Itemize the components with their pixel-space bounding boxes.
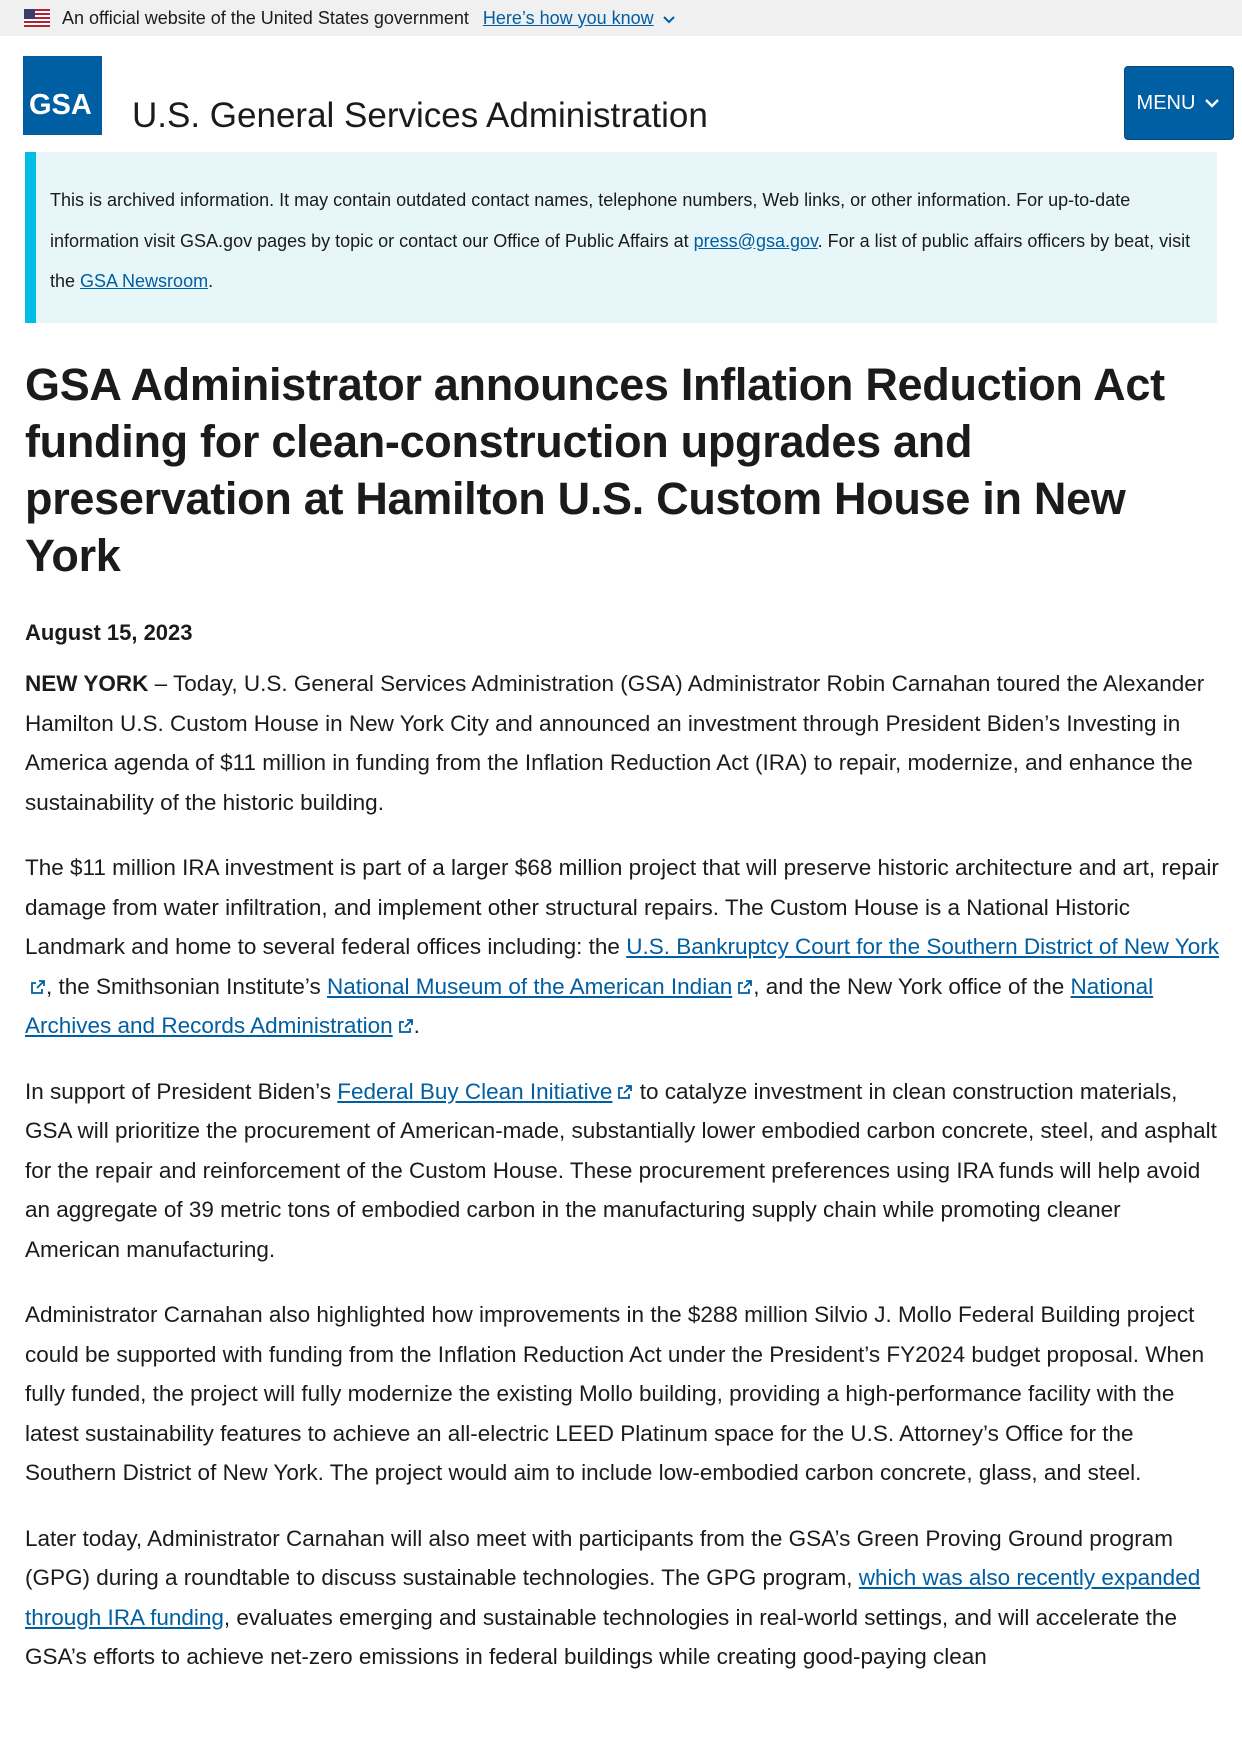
alert-text-1: This is archived information. It may contain outdated contact names, telephone numbers, Web links, or other information. For up-to-date information visit GSA.gov pages by topic or contact our Office of Public Affairs at: [50, 190, 1131, 251]
heres-how-you-know-link[interactable]: [483, 8, 676, 29]
bankruptcy-court-label[interactable]: U.S. Bankruptcy Court for the Southern District of New York: [626, 934, 1219, 959]
external-link-icon: [617, 1084, 633, 1100]
article-date: August 15, 2023: [25, 620, 193, 645]
paragraph-3-text-1: In support of President Biden’s: [25, 1078, 338, 1104]
dateline: NEW YORK: [25, 671, 149, 696]
article-title: GSA Administrator announces Inflation Reduction Act funding for clean-construction upgrades and preservation at Hamilton U.S. Custom House in New York: [25, 359, 1165, 581]
bankruptcy-court-link[interactable]: [626, 934, 1219, 959]
paragraph-2-text-4: .: [413, 1013, 420, 1038]
buy-clean-initiative-label[interactable]: Federal Buy Clean Initiative: [337, 1078, 613, 1104]
article-body: [25, 664, 1220, 1677]
external-link-icon: [398, 1018, 414, 1034]
paragraph-3-text-2: to catalyze investment in clean construction materials, GSA will prioritize the procurement of American-made, substantially lower embodied carbon concrete, steel, and asphalt for the repair and reinforcement of the Custom House. These procurement preferences using IRA funds will help avoid an aggregate of 39 metric tons of embodied carbon in the manufacturing supply chain while promoting cleaner American manufacturing.: [25, 1078, 1217, 1262]
paragraph-5: [25, 1519, 1220, 1677]
logo-text: GSA: [29, 89, 92, 121]
gsa-newsroom-link[interactable]: GSA Newsroom: [80, 271, 209, 291]
national-archives-label[interactable]: National Archives and Records Administration: [25, 973, 1154, 1038]
menu-button[interactable]: [1124, 66, 1234, 140]
paragraph-2: [25, 848, 1220, 1046]
heres-how-you-know-label[interactable]: Here’s how you know: [482, 7, 654, 28]
alert-text-2: . For a list of public affairs officers by beat, visit the: [50, 230, 1191, 291]
site-header: [0, 36, 1242, 154]
paragraph-5-text-1: Later today, Administrator Carnahan will also meet with participants from the GSA’s Green Proving Ground program (GPG) during a roundtable to discuss sustainable technologies. The GPG program,: [25, 1525, 1174, 1590]
gov-banner: [0, 0, 1242, 36]
chevron-down-icon: [1203, 94, 1221, 112]
archive-alert: [25, 152, 1217, 323]
museum-american-indian-label[interactable]: National Museum of the American Indian: [327, 973, 733, 999]
paragraph-2-text-2: , the Smithsonian Institute’s: [46, 973, 327, 999]
site-title[interactable]: U.S. General Services Administration: [132, 96, 708, 135]
article: [25, 356, 1220, 1677]
paragraph-2-text-3: , and the New York office of the: [753, 973, 1071, 999]
us-flag-icon: [24, 9, 50, 27]
paragraph-1: [25, 664, 1220, 822]
gsa-logo[interactable]: [23, 56, 102, 135]
paragraph-2-text-1: The $11 million IRA investment is part of a larger $68 million project that will preserve historic architecture and art, repair damage from water infiltration, and implement other structural repairs. The Custom House is a National Historic Landmark and home to several federal offices including: the: [25, 855, 1219, 959]
paragraph-5-text-2: , evaluates emerging and sustainable technologies in real-world settings, and will accelerate the GSA’s efforts to achieve net-zero emissions in federal buildings while creating good-paying clean: [25, 1604, 1177, 1669]
gpg-ira-funding-link[interactable]: which was also recently expanded through IRA funding: [25, 1565, 1201, 1630]
paragraph-1-text: – Today, U.S. General Services Administration (GSA) Administrator Robin Carnahan toured the Alexander Hamilton U.S. Custom House in New York City and announced an investment through President Biden’s Investing in America agenda of $11 million in funding from the Inflation Reduction Act (IRA) to repair, modernize, and enhance the sustainability of the historic building.: [25, 671, 1205, 815]
menu-label: MENU: [1136, 91, 1196, 114]
paragraph-4: Administrator Carnahan also highlighted how improvements in the $288 million Silvio J. Mollo Federal Building project could be supported with funding from the Inflation Reduction Act under the President’s FY2024 budget proposal. When fully funded, the project will fully modernize the existing Mollo building, providing a high-performance facility with the latest sustainability features to achieve an all-electric LEED Platinum space for the U.S. Attorney’s Office for the Southern District of New York. The project would aim to include low-embodied carbon concrete, glass, and steel.: [25, 1302, 1205, 1485]
external-link-icon: [737, 979, 753, 995]
press-email-link[interactable]: press@gsa.gov: [693, 230, 818, 251]
paragraph-3: [25, 1072, 1220, 1270]
alert-text-3: .: [208, 271, 214, 291]
external-link-icon: [30, 979, 46, 995]
buy-clean-initiative-link[interactable]: [337, 1079, 612, 1104]
museum-american-indian-link[interactable]: [327, 974, 732, 999]
chevron-down-icon: [662, 12, 676, 26]
gov-banner-text: An official website of the United States government: [62, 7, 469, 28]
